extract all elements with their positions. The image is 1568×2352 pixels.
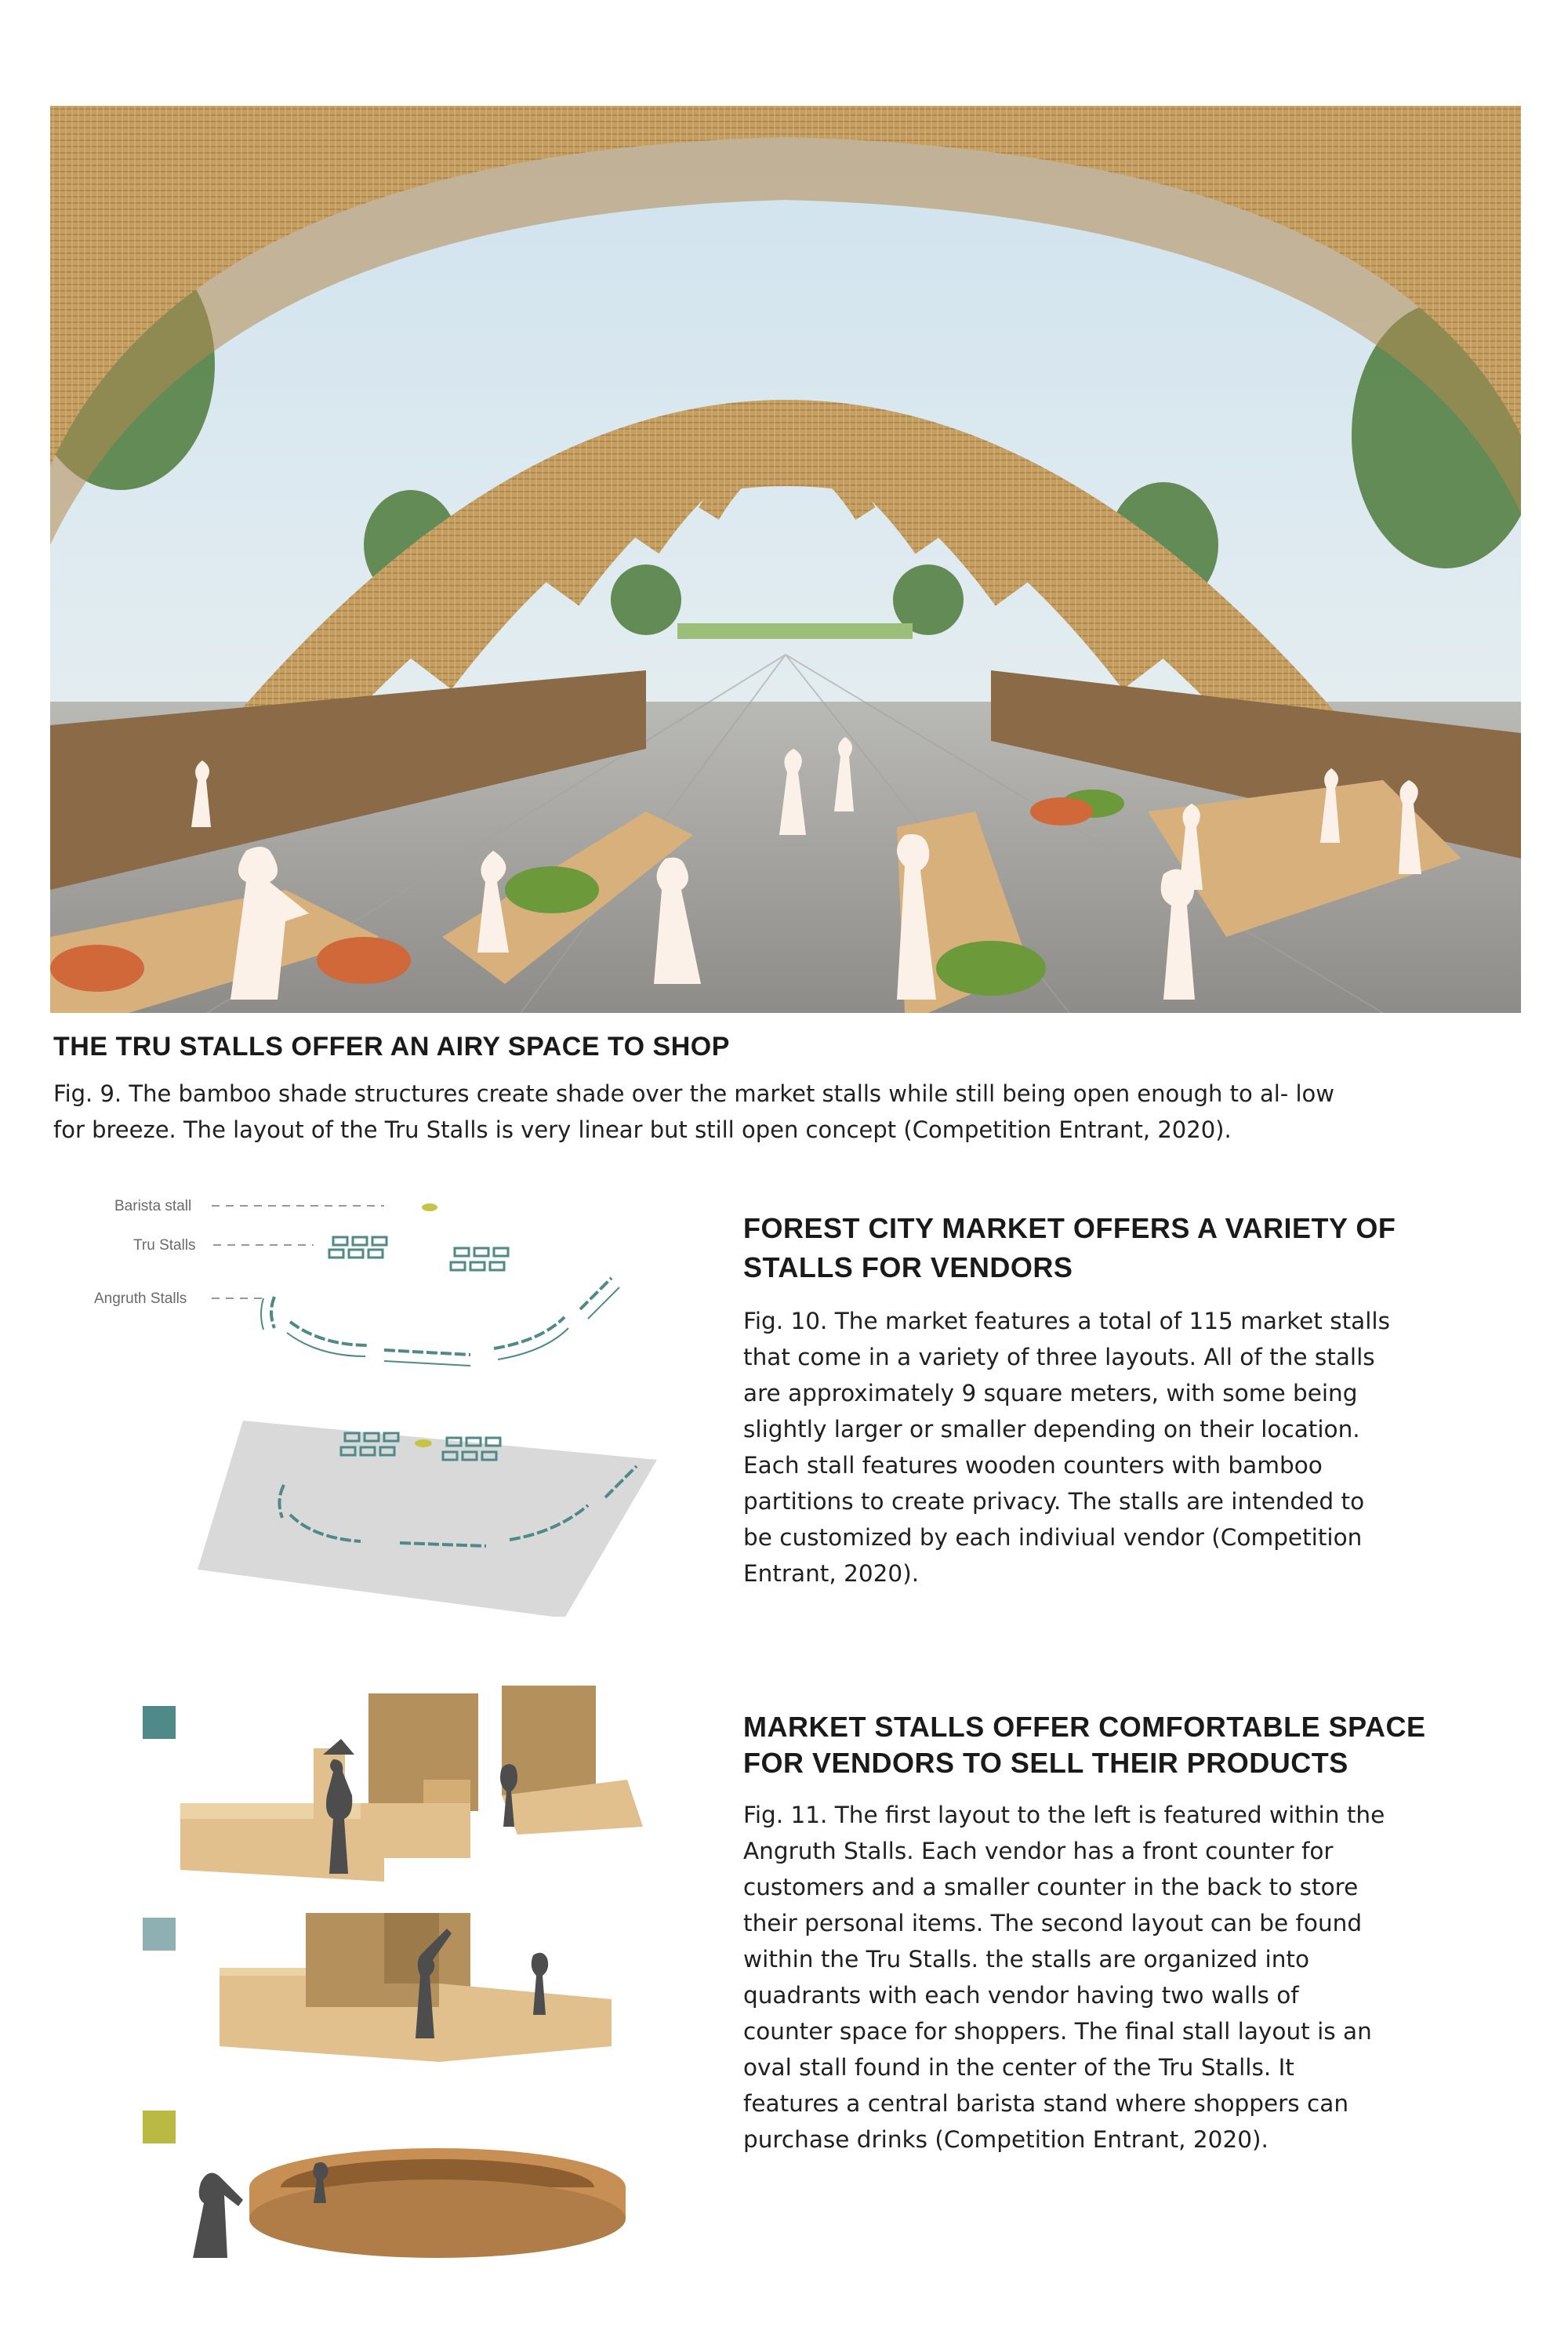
market-rendering-image: [50, 106, 1521, 1013]
barista-stall-layout-render: [141, 2117, 674, 2274]
site-plate: [198, 1421, 657, 1617]
figure-caption-11: Fig. 11. The first layout to the left is featured within the Angruth Stalls. Each vendor has a front counter for customers and a smaller counter in the back to store their personal items. The second layout can be found within the Tru Stalls. the stalls are organized into quadrants with each vendor having two walls of counter space for shoppers. The final stall layout is an oval stall found in the center of the Tru Stalls. It features a central barista stand where shoppers can purchase drinks (Competition Entrant, 2020).: [743, 1802, 1385, 2153]
label-barista-stall: Barista stall: [114, 1198, 192, 1214]
figure-caption-10: Fig. 10. The market features a total of 115 market stalls that come in a variety of three layouts. All of the stalls are approximately 9 square meters, with some being slightly larger or smaller depending on their location. Each stall features wooden counters with bamboo partitions to create privacy. The stalls are intended to be customized by each indiviual vendor (Competition Entrant, 2020).: [743, 1308, 1390, 1587]
market-plan-diagram: [78, 1193, 690, 1617]
angruth-stall-layout-render: [141, 1646, 674, 1889]
tru-stall-layout-render: [141, 1882, 674, 2085]
section-title-market-stalls: MARKET STALLS OFFER COMFORTABLE SPACE FOR VENDORS TO SELL THEIR PRODUCTS: [743, 1711, 1426, 1779]
label-angruth-stalls: Angruth Stalls: [94, 1290, 187, 1307]
figure-caption-9: Fig. 9. The bamboo shade structures create shade over the market stalls while still being open enough to al- low for breeze. The layout of the Tru Stalls is very linear but still open concept (Competition Entrant, 2020).: [53, 1080, 1334, 1143]
barista-stall-marker: [422, 1203, 437, 1211]
section-title-forest-city-market: FOREST CITY MARKET OFFERS A VARIETY OF STALLS FOR VENDORS: [743, 1212, 1396, 1283]
label-tru-stalls: Tru Stalls: [133, 1237, 196, 1254]
section-title-tru-stalls: THE TRU STALLS OFFER AN AIRY SPACE TO SHOP: [53, 1032, 730, 1062]
